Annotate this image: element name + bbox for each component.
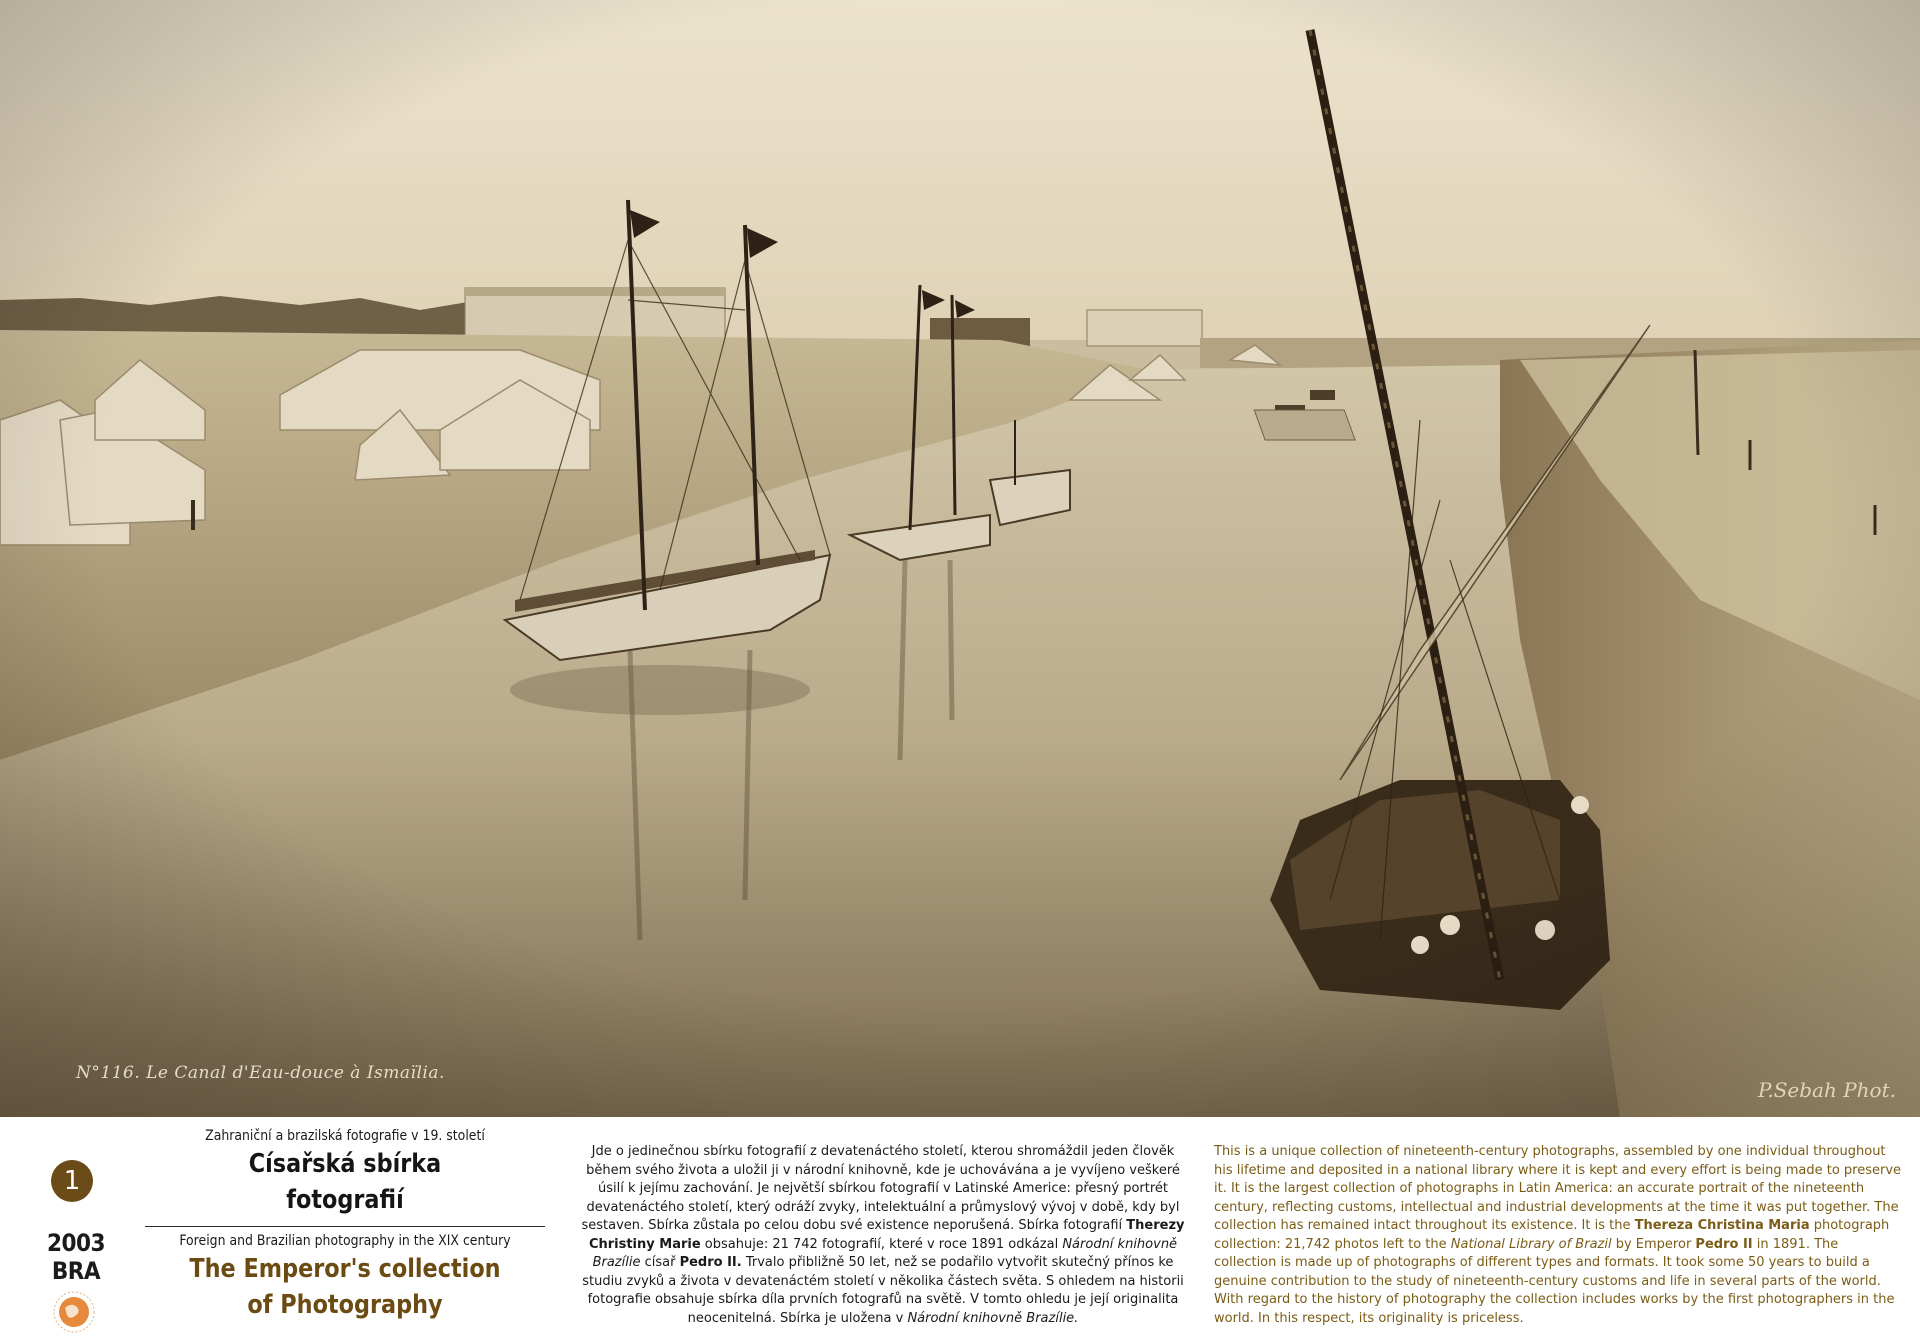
english-description <box>1214 1143 1902 1328</box>
english-text-part: in 1891. The collection is made up of photographs of different types and formats. It took some 50 years to build a genuine contribution to the study of nineteenth-century customs and life in several parts of the world. With regard to the history of photography the collection includes works by the first photographers in the world. In this respect, its originality is priceless. <box>1214 1236 1895 1326</box>
english-title-line-2: of Photography <box>247 1290 443 1320</box>
english-text-part: photograph collection: 21,742 photos left to the <box>1214 1218 1890 1252</box>
english-subtitle: Foreign and Brazilian photography in the XIX century <box>179 1233 511 1249</box>
czech-title-line-1: Císařská sbírka <box>248 1149 442 1179</box>
czech-text-part: obsahuje: 21 742 fotografií, které v roce 1891 odkázal <box>700 1236 1063 1252</box>
issue-code: 2003 BRA <box>46 1229 106 1285</box>
english-library-name: National Library of Brazil <box>1450 1236 1612 1252</box>
czech-library-name-end: Národní knihovně Brazílie. <box>907 1310 1079 1326</box>
czech-text-part: Jde o jedinečnou sbírku fotografií z devatenáctého století, kterou shromáždil jeden člověk během svého života a uložil ji v národní knihovně, kde je uchovávána a je vyvíjeno veškeré úsilí k jejímu zachování. Je největší sbírkou fotografií v Latinské Americe: přesný portrét devatenáctého století, který odráží zvyky, intelektuální a průmyslový vývoj v době, kdy byl sestaven. Sbírka zůstala po celou dobu své existence neporušená. Sbírka fotografií <box>581 1144 1180 1233</box>
item-number-badge: 1 <box>51 1160 93 1202</box>
english-text-part: by Emperor <box>1611 1236 1696 1252</box>
photo-caption: N°116. Le Canal d'Eau-douce à Ismaïlia. <box>76 1063 445 1083</box>
czech-description <box>572 1143 1194 1328</box>
czech-text-part: Trvalo přibližně 50 let, než se podařilo vytvořit skutečný přínos ke studiu zvyků a života v devatenáctém století v několika částech světa. S ohledem na historii fotografie obsahuje sbírka díla prvních fotografů na světě. V tomto ohledu je její originalita neocenitelná. Sbírka je uložena v <box>582 1255 1184 1326</box>
czech-collection-name: Therezy Christiny Marie <box>588 1218 1185 1252</box>
english-title-line-1: The Emperor's collection <box>189 1254 501 1284</box>
czech-title <box>173 1146 517 1218</box>
globe-stamp-icon <box>51 1288 97 1334</box>
divider-line <box>145 1226 545 1227</box>
czech-library-name: Národní knihovně Brazílie <box>592 1236 1178 1270</box>
czech-emperor-name: Pedro II. <box>679 1255 742 1270</box>
czech-subtitle: Zahraniční a brazilská fotografie v 19. století <box>205 1128 485 1144</box>
english-text-part: This is a unique collection of nineteenth-century photographs, assembled by one individual throughout his lifetime and deposited in a national library where it is kept and every effort is being made to preserve it. It is the largest collection of photographs in Latin America: an accurate portrait of the nineteenth century, reflecting customs, intellectual and industrial developments at the time it was put together. The collection has remained intact throughout its existence. It is the <box>1214 1144 1902 1233</box>
title-block <box>145 1128 545 1323</box>
english-collection-name: Thereza Christina Maria <box>1634 1218 1810 1233</box>
czech-text-part: císař <box>640 1255 680 1270</box>
english-title <box>173 1251 517 1323</box>
czech-title-line-2: fotografií <box>286 1185 404 1215</box>
english-emperor-name: Pedro II <box>1695 1236 1753 1252</box>
photographer-signature: P.Sebah Phot. <box>1757 1078 1896 1102</box>
